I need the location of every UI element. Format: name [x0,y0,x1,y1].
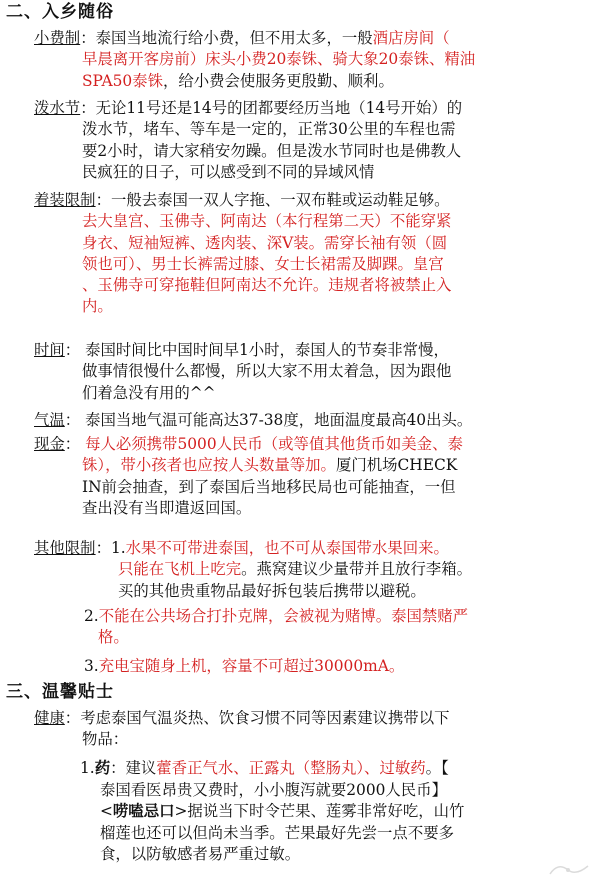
tips-label: 小费制 [34,29,81,47]
cash-paragraph: 现金： 每人必须携带5000人民币（或等值其他货币如美金、泰 铢），带小孩者也应按人头数量等加。厦门机场CHECK IN前会抽查，到了泰国后当地移民局也可能抽查，一但 查出没有当即遣返回国。 [34,435,463,517]
watermark-icon [546,860,592,880]
other-restrictions-paragraph: 其他限制：1.水果不可带进泰国，也不可从泰国带水果回来。 只能在飞机上吃完。燕窝建议少量带并且放行李箱。 买的其他贵重物品最好拆包装后携带以避税。 [34,539,473,600]
section-title-2: 二、入乡随俗 [6,2,114,22]
dress-code-paragraph: 着装限制：一般去泰国一双人字拖、一双布鞋或运动鞋足够。 去大皇宫、玉佛寺、阿南达（本行程第二天）不能穿紧 身衣、短袖短裤、透肉装、深V装。需穿长袖有领（圆 领也可）、男士长裤需过膝、女士长裙需及脚踝。皇宫 、玉佛寺可穿拖鞋但阿南达不允许。违规者将被禁止入 内。 [34,191,452,316]
tips-paragraph: 小费制：泰国当地流行给小费，但不用太多，一般酒店房间（ 早晨离开客房前）床头小费20泰铢、骑大象20泰铢、精油 SPA50泰铢，给小费会使服务更殷勤、顺利。 [34,29,476,90]
dress-code-label: 着装限制 [34,191,96,209]
time-paragraph: 时间： 泰国时间比中国时间早1小时，泰国人的节奏非常慢， 做事情很慢什么都慢，所以大家不用太着急，因为跟他 们着急没有用的^^ [34,341,452,402]
health-paragraph: 健康：考虑泰国气温炎热、饮食习惯不同等因素建议携带以下 物品： [34,709,450,749]
water-festival-paragraph: 泼水节：无论11号还是14号的团都要经历当地（14号开始）的 泼水节，堵车、等车是一定的，正常30公里的车程也需 要2小时，请大家稍安勿躁。但是泼水节同时也是佛教人 民疯狂的日子，可以感受到不同的异域风情 [34,99,463,181]
medicine-label: 药 [94,759,111,777]
temperature-label: 气温 [34,411,65,429]
temperature-paragraph: 气温： 泰国当地气温可能高达37-38度，地面温度最高40出头。 [34,411,473,429]
health-label: 健康 [34,709,65,727]
time-label: 时间 [34,341,65,359]
cash-label: 现金 [34,435,65,453]
other-restrictions-label: 其他限制 [34,539,96,557]
medicine-item: 1.药：建议藿香正气水、正露丸（整肠丸）、过敏药。【 [80,759,449,777]
medicine-note: 泰国看医昂贵又费时，小小腹泻就要2000人民币】 <唠嗑忌口>据说当下时令芒果、莲雾非常好吃，山竹 榴莲也还可以但尚未当季。芒果最好先尝一点不要多 食，以防敏感者易严重过敏。 [100,781,465,863]
other-restriction-2: 2.不能在公共场合打扑克牌，会被视为赌博。泰国禁赌严 格。 [84,607,469,647]
taboo-label: 唠嗑忌口 [112,802,175,821]
section-title-3: 三、温馨贴士 [6,682,114,702]
other-restriction-3: 3.充电宝随身上机，容量不可超过30000mA。 [84,657,405,675]
water-festival-label: 泼水节 [34,99,81,117]
